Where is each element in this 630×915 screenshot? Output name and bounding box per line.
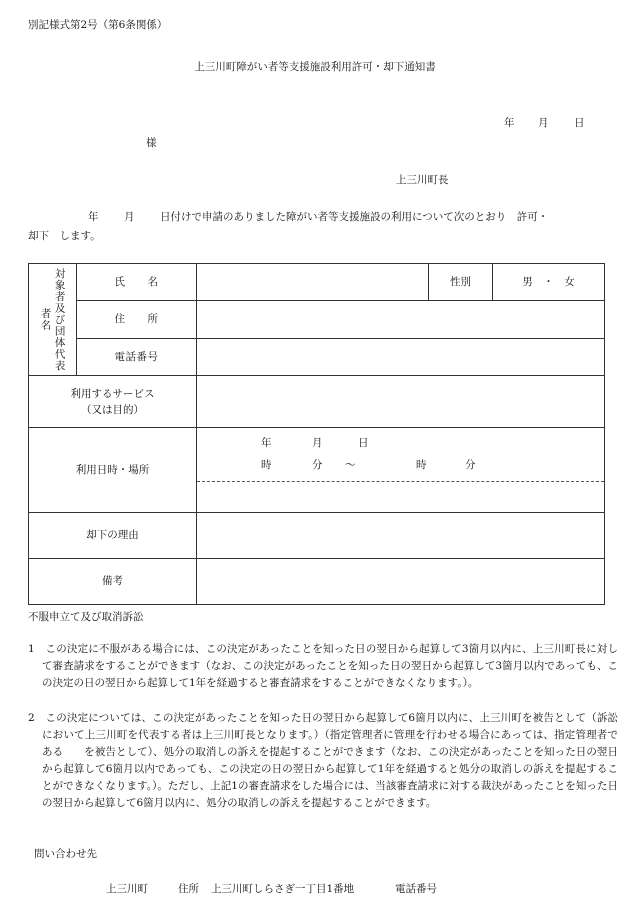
date-day: 日 <box>574 117 585 129</box>
phone-field[interactable] <box>197 339 605 376</box>
appeal-heading: 不服申立て及び取消訴訟 <box>28 611 144 623</box>
end-hour: 時 <box>416 459 427 471</box>
service-field[interactable] <box>197 376 605 428</box>
datetime-label: 利用日時・場所 <box>29 428 197 513</box>
intro-month: 月 <box>124 211 135 223</box>
issuer: 上三川町長 <box>396 174 449 186</box>
contact-phone-label: 電話番号 <box>395 883 437 895</box>
date-year: 年 <box>504 117 515 129</box>
contact-heading: 問い合わせ先 <box>34 848 97 860</box>
appeal-item-2: 2 この決定については、この決定があったことを知った日の翌日から起算して6箇月以内に、上三川町を被告として（訴訟において上三川町を代表する者は上三川町長となります。）（指定管理者に管理を行わせる場合にあっては、指定管理者である を被告として）、処分の取消しの訴えを提起することができます（なお、この決定があったことを知った日の翌日から起算して6箇月以内であっても、この決定の日の翌日から起算して1年を経過すると処分の取消しの訴えを提起することができなくなります。）。ただし、上記1の審査請求をした場合には、当該審査請求に対する裁決があったことを知った日の翌日から起算して6箇月以内に、処分の取消しの訴えを提起することができます。 <box>28 712 618 809</box>
use-date-month: 月 <box>312 437 323 449</box>
rejection-label: 却下の理由 <box>29 513 197 559</box>
end-minute: 分 <box>465 459 476 471</box>
service-label-cell <box>29 376 197 428</box>
phone-label: 電話番号 <box>77 339 197 376</box>
datetime-divider <box>197 481 604 482</box>
contact-address: 上三川町しらさぎ一丁目1番地 <box>211 883 355 895</box>
address-field[interactable] <box>197 301 605 339</box>
name-label: 氏 名 <box>77 264 197 301</box>
gender-options[interactable]: 男 ・ 女 <box>493 264 605 301</box>
address-label: 住 所 <box>77 301 197 339</box>
start-hour: 時 <box>261 459 272 471</box>
form-number: 別記様式第2号（第6条関係） <box>28 19 168 31</box>
contact-org: 上三川町 <box>106 883 148 895</box>
group-label-cell <box>29 264 77 376</box>
application-form-table <box>28 263 605 605</box>
date-month: 月 <box>538 117 549 129</box>
use-date-day: 日 <box>358 437 369 449</box>
gender-label: 性別 <box>429 264 493 301</box>
remarks-field[interactable] <box>197 559 605 605</box>
document-title: 上三川町障がい者等支援施設利用許可・却下通知書 <box>194 61 436 73</box>
datetime-cell[interactable] <box>197 428 605 513</box>
remarks-label: 備考 <box>29 559 197 605</box>
time-separator: 〜 <box>345 459 356 471</box>
intro-year: 年 <box>88 211 99 223</box>
group-label: 対象者及び団体代表者名 <box>39 267 66 372</box>
intro-line1: 日付けで申請のありました障がい者等支援施設の利用について次のとおり 許可・ <box>160 211 549 223</box>
use-date-year: 年 <box>261 437 272 449</box>
service-label-line1: 利用するサービス <box>70 387 155 400</box>
name-field[interactable] <box>197 264 429 301</box>
appeal-item-1: 1 この決定に不服がある場合には、この決定があったことを知った日の翌日から起算して3箇月以内に、上三川町長に対して審査請求をすることができます（なお、この決定があったことを知った日の翌日から起算して3箇月以内であっても、この決定の日の翌日から起算して1年を経過すると審査請求をすることができなくなります。）。 <box>28 643 618 689</box>
service-label-line2: （又は目的） <box>81 403 144 416</box>
start-minute: 分 <box>312 459 323 471</box>
recipient-suffix: 様 <box>146 137 157 149</box>
intro-line2: 却下 します。 <box>28 230 101 242</box>
contact-address-label: 住所 <box>178 883 199 895</box>
rejection-field[interactable] <box>197 513 605 559</box>
